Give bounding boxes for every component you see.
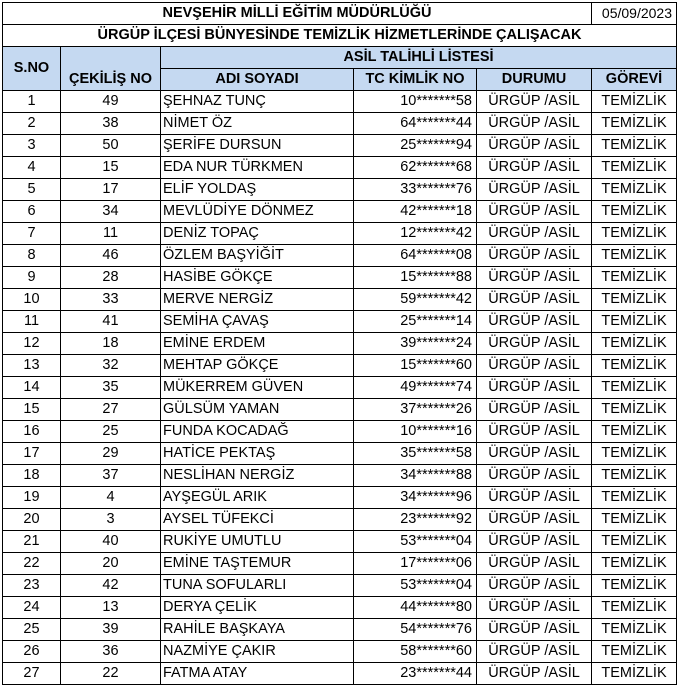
cell-tc-kimlik: 62*******68 bbox=[354, 157, 477, 179]
cell-tc-kimlik: 39*******24 bbox=[354, 333, 477, 355]
table-row bbox=[3, 245, 677, 267]
table-row bbox=[3, 91, 677, 113]
column-header-tc: TC KİMLİK NO bbox=[354, 69, 477, 91]
cell-gorevi: TEMİZLİK bbox=[592, 113, 677, 135]
cell-gorevi: TEMİZLİK bbox=[592, 663, 677, 685]
cell-tc-kimlik: 15*******88 bbox=[354, 267, 477, 289]
cell-sno: 16 bbox=[3, 421, 61, 443]
table-row bbox=[3, 157, 677, 179]
cell-tc-kimlik: 44*******80 bbox=[354, 597, 477, 619]
cell-cekilis: 28 bbox=[61, 267, 161, 289]
cell-durumu: ÜRGÜP /ASİL bbox=[477, 553, 592, 575]
column-header-gorev: GÖREVİ bbox=[592, 69, 677, 91]
cell-cekilis: 40 bbox=[61, 531, 161, 553]
cell-sno: 19 bbox=[3, 487, 61, 509]
cell-sno: 7 bbox=[3, 223, 61, 245]
list-title: ASİL TALİHLİ LİSTESİ bbox=[161, 47, 677, 69]
cell-sno: 27 bbox=[3, 663, 61, 685]
cell-sno: 12 bbox=[3, 333, 61, 355]
table-row bbox=[3, 289, 677, 311]
cell-sno: 21 bbox=[3, 531, 61, 553]
cell-sno: 17 bbox=[3, 443, 61, 465]
table-row bbox=[3, 223, 677, 245]
cell-sno: 8 bbox=[3, 245, 61, 267]
table-row bbox=[3, 641, 677, 663]
cell-sno: 11 bbox=[3, 311, 61, 333]
cell-gorevi: TEMİZLİK bbox=[592, 619, 677, 641]
cell-durumu: ÜRGÜP /ASİL bbox=[477, 641, 592, 663]
cell-adi-soyadi: EMİNE ERDEM bbox=[161, 333, 354, 355]
cell-adi-soyadi: HASİBE GÖKÇE bbox=[161, 267, 354, 289]
cell-gorevi: TEMİZLİK bbox=[592, 597, 677, 619]
cell-sno: 25 bbox=[3, 619, 61, 641]
cell-adi-soyadi: EDA NUR TÜRKMEN bbox=[161, 157, 354, 179]
cell-gorevi: TEMİZLİK bbox=[592, 157, 677, 179]
cell-tc-kimlik: 64*******44 bbox=[354, 113, 477, 135]
cell-cekilis: 35 bbox=[61, 377, 161, 399]
cell-cekilis: 32 bbox=[61, 355, 161, 377]
cell-gorevi: TEMİZLİK bbox=[592, 201, 677, 223]
cell-tc-kimlik: 12*******42 bbox=[354, 223, 477, 245]
cell-cekilis: 39 bbox=[61, 619, 161, 641]
cell-sno: 23 bbox=[3, 575, 61, 597]
cell-cekilis: 34 bbox=[61, 201, 161, 223]
cell-sno: 6 bbox=[3, 201, 61, 223]
cell-sno: 3 bbox=[3, 135, 61, 157]
cell-durumu: ÜRGÜP /ASİL bbox=[477, 355, 592, 377]
column-header-cekilis: ÇEKİLİŞ NO bbox=[61, 47, 161, 91]
talihli-table bbox=[2, 2, 677, 685]
cell-adi-soyadi: RAHİLE BAŞKAYA bbox=[161, 619, 354, 641]
cell-tc-kimlik: 49*******74 bbox=[354, 377, 477, 399]
table-row bbox=[3, 333, 677, 355]
table-row bbox=[3, 553, 677, 575]
cell-durumu: ÜRGÜP /ASİL bbox=[477, 399, 592, 421]
cell-sno: 9 bbox=[3, 267, 61, 289]
cell-tc-kimlik: 64*******08 bbox=[354, 245, 477, 267]
cell-gorevi: TEMİZLİK bbox=[592, 135, 677, 157]
cell-gorevi: TEMİZLİK bbox=[592, 377, 677, 399]
cell-durumu: ÜRGÜP /ASİL bbox=[477, 179, 592, 201]
cell-sno: 22 bbox=[3, 553, 61, 575]
cell-sno: 13 bbox=[3, 355, 61, 377]
table-row bbox=[3, 355, 677, 377]
cell-adi-soyadi: NESLİHAN NERGİZ bbox=[161, 465, 354, 487]
cell-tc-kimlik: 42*******18 bbox=[354, 201, 477, 223]
cell-tc-kimlik: 23*******92 bbox=[354, 509, 477, 531]
cell-durumu: ÜRGÜP /ASİL bbox=[477, 421, 592, 443]
cell-sno: 5 bbox=[3, 179, 61, 201]
cell-cekilis: 25 bbox=[61, 421, 161, 443]
table-row bbox=[3, 135, 677, 157]
cell-gorevi: TEMİZLİK bbox=[592, 245, 677, 267]
cell-gorevi: TEMİZLİK bbox=[592, 575, 677, 597]
list-title-row bbox=[3, 47, 677, 69]
cell-gorevi: TEMİZLİK bbox=[592, 179, 677, 201]
cell-cekilis: 49 bbox=[61, 91, 161, 113]
cell-tc-kimlik: 34*******88 bbox=[354, 465, 477, 487]
table-row bbox=[3, 179, 677, 201]
page-subtitle: ÜRGÜP İLÇESİ BÜNYESİNDE TEMİZLİK HİZMETLERİNDE ÇALIŞACAK bbox=[3, 25, 677, 47]
table-row bbox=[3, 531, 677, 553]
cell-cekilis: 46 bbox=[61, 245, 161, 267]
cell-gorevi: TEMİZLİK bbox=[592, 91, 677, 113]
cell-gorevi: TEMİZLİK bbox=[592, 487, 677, 509]
cell-adi-soyadi: GÜLSÜM YAMAN bbox=[161, 399, 354, 421]
cell-tc-kimlik: 53*******04 bbox=[354, 531, 477, 553]
column-header-durum: DURUMU bbox=[477, 69, 592, 91]
cell-adi-soyadi: TUNA SOFULARLI bbox=[161, 575, 354, 597]
cell-adi-soyadi: MERVE NERGİZ bbox=[161, 289, 354, 311]
cell-gorevi: TEMİZLİK bbox=[592, 531, 677, 553]
cell-sno: 4 bbox=[3, 157, 61, 179]
cell-cekilis: 17 bbox=[61, 179, 161, 201]
cell-tc-kimlik: 58*******60 bbox=[354, 641, 477, 663]
cell-durumu: ÜRGÜP /ASİL bbox=[477, 663, 592, 685]
cell-adi-soyadi: MEVLÜDİYE DÖNMEZ bbox=[161, 201, 354, 223]
cell-durumu: ÜRGÜP /ASİL bbox=[477, 245, 592, 267]
cell-durumu: ÜRGÜP /ASİL bbox=[477, 201, 592, 223]
cell-cekilis: 13 bbox=[61, 597, 161, 619]
page-title: NEVŞEHİR MİLLİ EĞİTİM MÜDÜRLÜĞÜ bbox=[3, 3, 592, 25]
table-row bbox=[3, 421, 677, 443]
table-row bbox=[3, 443, 677, 465]
cell-adi-soyadi: HATİCE PEKTAŞ bbox=[161, 443, 354, 465]
title-row bbox=[3, 3, 677, 25]
cell-sno: 24 bbox=[3, 597, 61, 619]
cell-tc-kimlik: 25*******14 bbox=[354, 311, 477, 333]
cell-adi-soyadi: ŞEHNAZ TUNÇ bbox=[161, 91, 354, 113]
cell-adi-soyadi: FUNDA KOCADAĞ bbox=[161, 421, 354, 443]
cell-gorevi: TEMİZLİK bbox=[592, 333, 677, 355]
cell-tc-kimlik: 15*******60 bbox=[354, 355, 477, 377]
cell-gorevi: TEMİZLİK bbox=[592, 553, 677, 575]
cell-durumu: ÜRGÜP /ASİL bbox=[477, 135, 592, 157]
cell-tc-kimlik: 23*******44 bbox=[354, 663, 477, 685]
cell-cekilis: 33 bbox=[61, 289, 161, 311]
cell-gorevi: TEMİZLİK bbox=[592, 289, 677, 311]
cell-cekilis: 41 bbox=[61, 311, 161, 333]
cell-tc-kimlik: 53*******04 bbox=[354, 575, 477, 597]
cell-cekilis: 15 bbox=[61, 157, 161, 179]
cell-sno: 1 bbox=[3, 91, 61, 113]
cell-adi-soyadi: DERYA ÇELİK bbox=[161, 597, 354, 619]
cell-adi-soyadi: AYŞEGÜL ARIK bbox=[161, 487, 354, 509]
cell-durumu: ÜRGÜP /ASİL bbox=[477, 333, 592, 355]
cell-cekilis: 42 bbox=[61, 575, 161, 597]
cell-cekilis: 20 bbox=[61, 553, 161, 575]
cell-durumu: ÜRGÜP /ASİL bbox=[477, 619, 592, 641]
cell-cekilis: 3 bbox=[61, 509, 161, 531]
table-row bbox=[3, 619, 677, 641]
table-row bbox=[3, 509, 677, 531]
cell-adi-soyadi: SEMİHA ÇAVAŞ bbox=[161, 311, 354, 333]
table-row bbox=[3, 201, 677, 223]
cell-cekilis: 18 bbox=[61, 333, 161, 355]
cell-durumu: ÜRGÜP /ASİL bbox=[477, 113, 592, 135]
cell-adi-soyadi: MEHTAP GÖKÇE bbox=[161, 355, 354, 377]
cell-gorevi: TEMİZLİK bbox=[592, 311, 677, 333]
cell-durumu: ÜRGÜP /ASİL bbox=[477, 487, 592, 509]
cell-gorevi: TEMİZLİK bbox=[592, 509, 677, 531]
subtitle-row bbox=[3, 25, 677, 47]
cell-cekilis: 4 bbox=[61, 487, 161, 509]
table-row bbox=[3, 487, 677, 509]
cell-tc-kimlik: 10*******58 bbox=[354, 91, 477, 113]
cell-tc-kimlik: 25*******94 bbox=[354, 135, 477, 157]
cell-cekilis: 50 bbox=[61, 135, 161, 157]
cell-adi-soyadi: ÖZLEM BAŞYİĞİT bbox=[161, 245, 354, 267]
cell-tc-kimlik: 54*******76 bbox=[354, 619, 477, 641]
cell-durumu: ÜRGÜP /ASİL bbox=[477, 267, 592, 289]
cell-adi-soyadi: NİMET ÖZ bbox=[161, 113, 354, 135]
cell-durumu: ÜRGÜP /ASİL bbox=[477, 575, 592, 597]
column-header-adi: ADI SOYADI bbox=[161, 69, 354, 91]
cell-sno: 2 bbox=[3, 113, 61, 135]
cell-sno: 10 bbox=[3, 289, 61, 311]
cell-tc-kimlik: 59*******42 bbox=[354, 289, 477, 311]
cell-sno: 15 bbox=[3, 399, 61, 421]
cell-sno: 18 bbox=[3, 465, 61, 487]
cell-adi-soyadi: DENİZ TOPAÇ bbox=[161, 223, 354, 245]
table-row bbox=[3, 575, 677, 597]
cell-cekilis: 37 bbox=[61, 465, 161, 487]
cell-adi-soyadi: MÜKERREM GÜVEN bbox=[161, 377, 354, 399]
cell-gorevi: TEMİZLİK bbox=[592, 443, 677, 465]
cell-adi-soyadi: EMİNE TAŞTEMUR bbox=[161, 553, 354, 575]
cell-gorevi: TEMİZLİK bbox=[592, 465, 677, 487]
cell-durumu: ÜRGÜP /ASİL bbox=[477, 443, 592, 465]
table-row bbox=[3, 311, 677, 333]
table-body bbox=[3, 91, 677, 685]
cell-durumu: ÜRGÜP /ASİL bbox=[477, 377, 592, 399]
cell-tc-kimlik: 37*******26 bbox=[354, 399, 477, 421]
cell-tc-kimlik: 34*******96 bbox=[354, 487, 477, 509]
cell-durumu: ÜRGÜP /ASİL bbox=[477, 531, 592, 553]
table-row bbox=[3, 377, 677, 399]
table-row bbox=[3, 663, 677, 685]
cell-adi-soyadi: NAZMİYE ÇAKIR bbox=[161, 641, 354, 663]
cell-tc-kimlik: 33*******76 bbox=[354, 179, 477, 201]
cell-cekilis: 36 bbox=[61, 641, 161, 663]
cell-cekilis: 27 bbox=[61, 399, 161, 421]
cell-durumu: ÜRGÜP /ASİL bbox=[477, 597, 592, 619]
cell-cekilis: 22 bbox=[61, 663, 161, 685]
table-row bbox=[3, 113, 677, 135]
cell-tc-kimlik: 35*******58 bbox=[354, 443, 477, 465]
cell-durumu: ÜRGÜP /ASİL bbox=[477, 465, 592, 487]
cell-gorevi: TEMİZLİK bbox=[592, 399, 677, 421]
table-row bbox=[3, 399, 677, 421]
cell-adi-soyadi: AYSEL TÜFEKCİ bbox=[161, 509, 354, 531]
cell-durumu: ÜRGÜP /ASİL bbox=[477, 311, 592, 333]
cell-sno: 14 bbox=[3, 377, 61, 399]
date-cell: 05/09/2023 bbox=[592, 3, 677, 25]
cell-tc-kimlik: 10*******16 bbox=[354, 421, 477, 443]
cell-sno: 26 bbox=[3, 641, 61, 663]
cell-adi-soyadi: FATMA ATAY bbox=[161, 663, 354, 685]
cell-durumu: ÜRGÜP /ASİL bbox=[477, 157, 592, 179]
cell-gorevi: TEMİZLİK bbox=[592, 641, 677, 663]
cell-gorevi: TEMİZLİK bbox=[592, 223, 677, 245]
cell-tc-kimlik: 17*******06 bbox=[354, 553, 477, 575]
cell-durumu: ÜRGÜP /ASİL bbox=[477, 91, 592, 113]
cell-cekilis: 29 bbox=[61, 443, 161, 465]
cell-adi-soyadi: RUKİYE UMUTLU bbox=[161, 531, 354, 553]
cell-adi-soyadi: ŞERİFE DURSUN bbox=[161, 135, 354, 157]
cell-gorevi: TEMİZLİK bbox=[592, 421, 677, 443]
table-row bbox=[3, 267, 677, 289]
cell-gorevi: TEMİZLİK bbox=[592, 355, 677, 377]
cell-durumu: ÜRGÜP /ASİL bbox=[477, 289, 592, 311]
cell-durumu: ÜRGÜP /ASİL bbox=[477, 509, 592, 531]
table-row bbox=[3, 597, 677, 619]
cell-cekilis: 11 bbox=[61, 223, 161, 245]
table-row bbox=[3, 465, 677, 487]
cell-gorevi: TEMİZLİK bbox=[592, 267, 677, 289]
column-header-sno: S.NO bbox=[3, 47, 61, 91]
cell-adi-soyadi: ELİF YOLDAŞ bbox=[161, 179, 354, 201]
cell-cekilis: 38 bbox=[61, 113, 161, 135]
cell-durumu: ÜRGÜP /ASİL bbox=[477, 223, 592, 245]
cell-sno: 20 bbox=[3, 509, 61, 531]
